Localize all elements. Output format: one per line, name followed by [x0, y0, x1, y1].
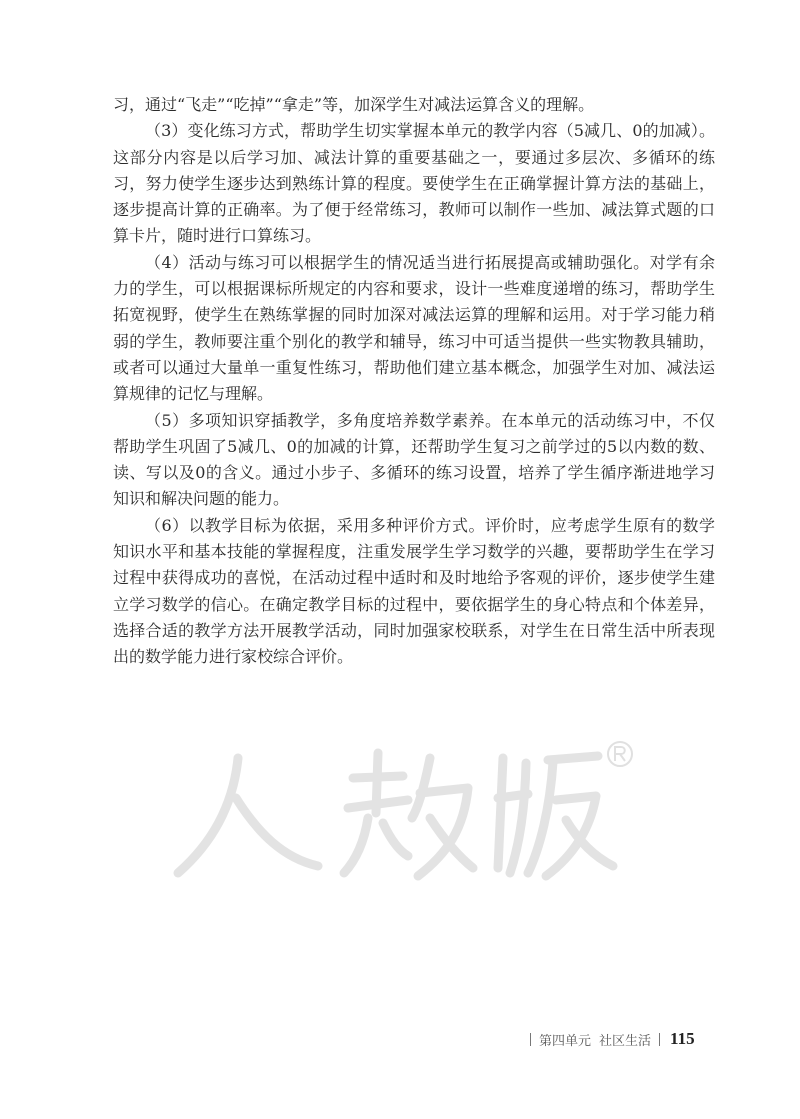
page-footer — [530, 1027, 720, 1051]
footer-divider-right — [659, 1033, 660, 1046]
paragraph-1: 习，通过“飞走”“吃掉”“拿走”等，加深学生对减法运算含义的理解。 — [113, 95, 595, 114]
page-body — [113, 92, 715, 671]
paragraph-3: （4）活动与练习可以根据学生的情况适当进行拓展提高或辅助强化。对学有余力的学生，可以根据课标所规定的内容和要求，设计一些难度递增的练习，帮助学生拓宽视野，使学生在熟练掌握的同时加深对减法运算的理解和运用。对于学习能力稍弱的学生，教师要注重个别化的教学和辅导，练习中可适当提供一些实物教具辅助，或者可以通过大量单一重复性练习，帮助他们建立基本概念，加强学生对加、减法运算规律的记忆与理解。 — [113, 252, 715, 404]
footer-unit: 第四单元 — [539, 1033, 592, 1049]
registered-mark-icon — [608, 742, 632, 766]
footer-title: 社区生活 — [599, 1033, 652, 1049]
publisher-watermark — [168, 738, 638, 888]
paragraph-4: （5）多项知识穿插教学，多角度培养数学素养。在本单元的活动练习中，不仅帮助学生巩固了5减几、0的加减的计算，还帮助学生复习之前学过的5以内数的数、读、写以及0的含义。通过小步子、多循环的练习设置，培养了学生循序渐进地学习知识和解决问题的能力。 — [113, 410, 715, 509]
paragraph-5: （6）以教学目标为依据，采用多种评价方式。评价时，应考虑学生原有的数学知识水平和基本技能的掌握程度，注重发展学生学习数学的兴趣，要帮助学生在学习过程中获得成功的喜悦，在活动过程中适时和及时地给予客观的评价，逐步使学生建立学习数学的信心。在确定教学目标的过程中，要依据学生的身心特点和个体差异，选择合适的教学方法开展教学活动，同时加强家校联系，对学生在日常生活中所表现出的数学能力进行家校综合评价。 — [113, 515, 715, 667]
page-number: 115 — [670, 1029, 695, 1048]
watermark-calligraphy — [178, 753, 613, 876]
footer-divider-left — [530, 1033, 531, 1046]
paragraph-2: （3）变化练习方式，帮助学生切实掌握本单元的教学内容（5减几、0的加减）。这部分内容是以后学习加、减法计算的重要基础之一，要通过多层次、多循环的练习，努力使学生逐步达到熟练计算的程度。要使学生在正确掌握计算方法的基础上，逐步提高计算的正确率。为了便于经常练习，教师可以制作一些加、减法算式题的口算卡片，随时进行口算练习。 — [113, 121, 715, 246]
